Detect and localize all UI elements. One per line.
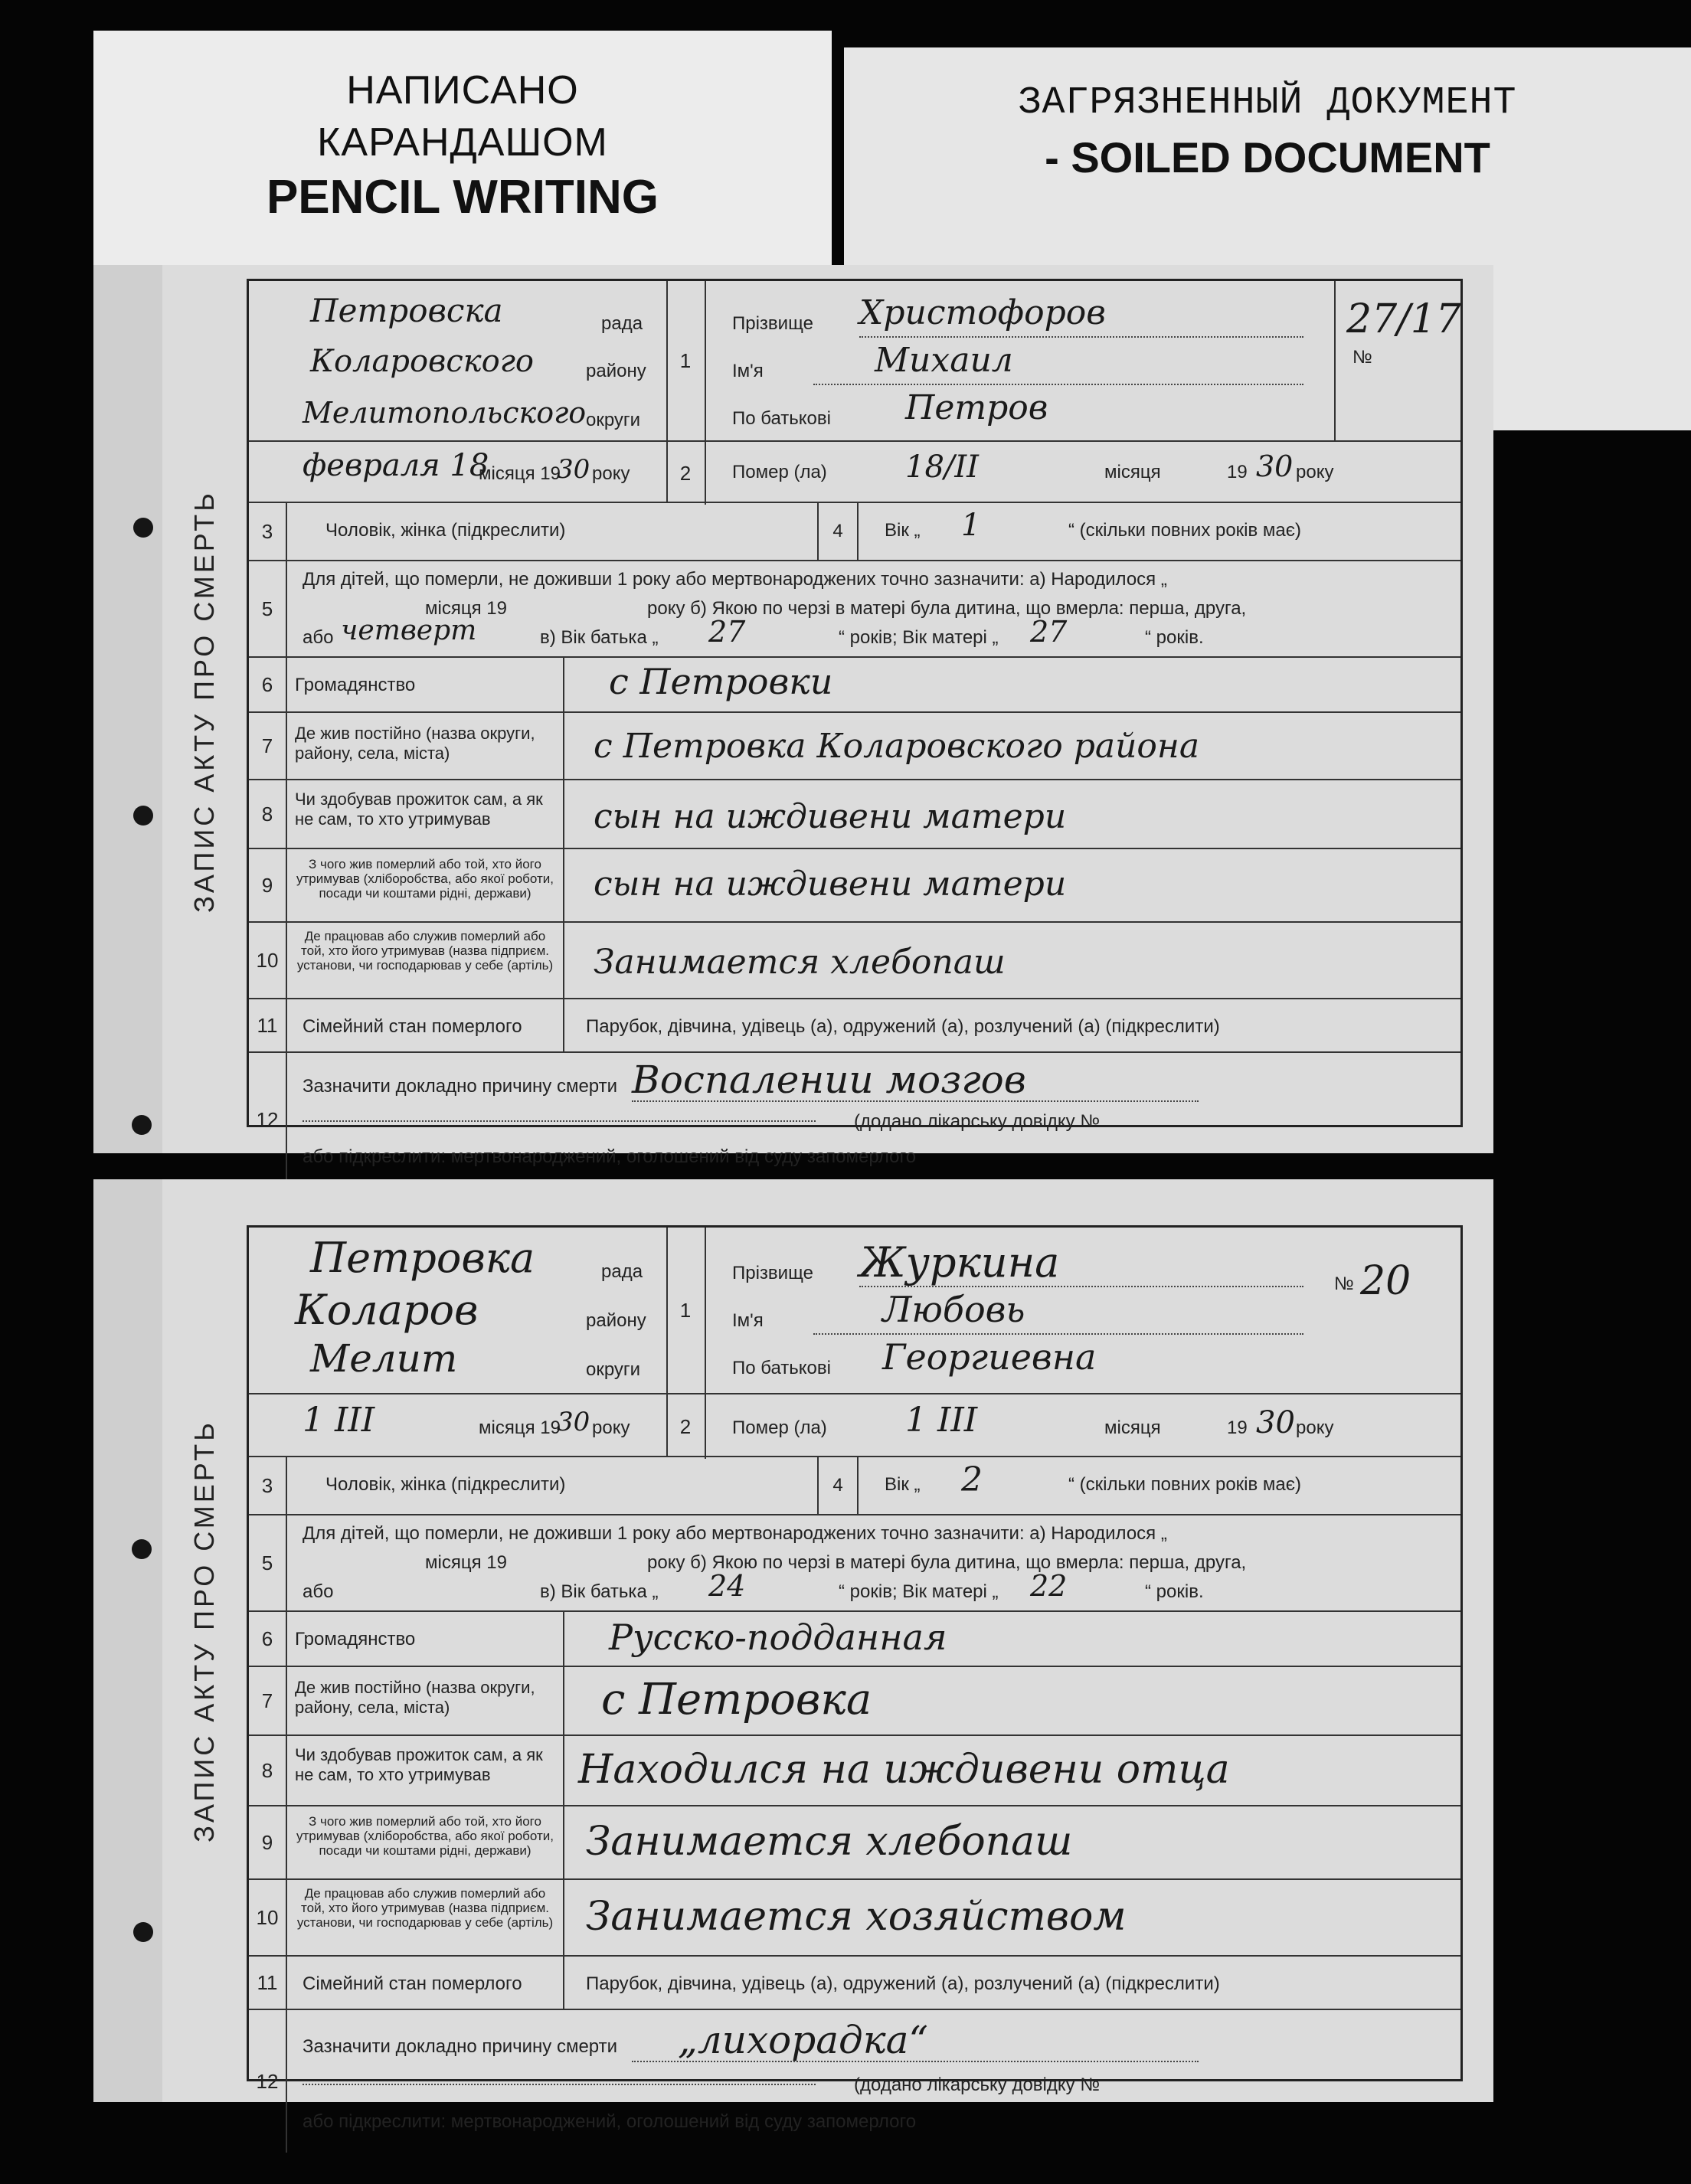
header-block [249,1228,1460,1457]
death-year-value: 30 [1256,1405,1295,1440]
sex-age-row [249,503,1460,561]
employment-value: Занимается хлебопаш [594,943,1006,982]
livelihood-value: сын на иждивени матери [594,797,1067,836]
children-text-1: Для дітей, що померли, не доживши 1 року або мертвонароджених точно зазначити: а) Народилося „ [303,1523,1167,1544]
employment-label: Де працював або служив померлий або той, хто його утримував (назва підприєм. установи, чи господарював у себе (артіль) [296,929,554,973]
record-form [247,1225,1463,2132]
cause-value: „лихорадка“ [678,2018,928,2062]
children-text-3: року б) Якою по черзі в матері була дитина, що вмерла: перша, друга, [647,598,1247,619]
sex-age-row [249,1457,1460,1515]
employment-label: Де працював або служив померлий або той, хто його утримував (назва підприєм. установи, чи господарював у себе (артіль) [296,1886,554,1930]
row-number: 3 [249,1457,287,1514]
marital-options: Парубок, дівчина, удівець (а), одружений (а), розлучений (а) (підкреслити) [586,1973,1220,1994]
row-number: 1 [666,1228,706,1393]
children-text-2: місяця 19 [425,598,507,619]
age-label: Вік „ [885,520,921,541]
name-label: Ім'я [732,1310,764,1331]
residence-row [249,1667,1460,1736]
row-number: 6 [249,1612,287,1666]
year-left-value: 30 [557,454,590,485]
date-left-value: 1 III [303,1401,375,1440]
punch-hole [132,1115,152,1135]
row-number: 2 [666,440,706,505]
record-form [247,279,1463,1167]
livelihood-value: Находился на иждивени отца [578,1747,1230,1793]
cause-value: Воспалении мозгов [632,1058,1026,1102]
citizenship-row [249,1612,1460,1667]
death-record-sheet-2 [162,1179,1493,2132]
age-value: 1 [961,508,981,543]
person-block [706,281,1460,503]
person-block [706,1228,1460,1457]
residence-label: Де жив постійно (назва округи, району, села, міста) [295,724,535,763]
children-row [249,561,1460,658]
cause-label: Зазначити докладно причину смерти [303,1076,618,1097]
years-end: “ років. [1145,627,1204,648]
punch-hole [132,1539,152,1559]
rada-value: Петровска [310,292,503,329]
name-value: Любовь [882,1289,1025,1330]
number-label: № [1334,1273,1354,1294]
children-row [249,1515,1460,1612]
year-label: року [592,1417,630,1438]
child-order-value: четверт [341,615,477,646]
record-number: 20 [1360,1258,1411,1304]
marital-row [249,1957,1460,2010]
age-suffix: “ (скільки повних років має) [1068,1474,1302,1495]
year-label: року [592,463,630,484]
children-abo: або [303,627,334,648]
marital-row [249,999,1460,1053]
stamp-line: НАПИСАНО [346,68,579,113]
row-number: 6 [249,658,287,711]
year-label: року [1296,1417,1334,1438]
cause-label: Зазначити докладно причину смерти [303,2036,618,2057]
place-block [249,1228,666,1457]
record-number: 27/17 [1346,296,1461,342]
raion-value: Коларовского [310,344,534,379]
employment-row [249,923,1460,999]
died-label: Помер (ла) [732,462,827,482]
children-abo: або [303,1581,334,1602]
cause-cert-label: (додано лікарську довідку № [854,1111,1101,1132]
mother-age-value: 27 [1030,615,1068,649]
year-left-value: 30 [557,1407,590,1437]
month-label: місяця [1104,1417,1161,1438]
row-number: 4 [817,1457,859,1514]
died-label: Помер (ла) [732,1417,827,1438]
marital-options: Парубок, дівчина, удівець (а), одружений (а), розлучений (а) (підкреслити) [586,1016,1220,1037]
row-number: 2 [666,1393,706,1459]
row-number: 4 [817,503,859,560]
row-number: 7 [249,1667,287,1734]
cause-row [249,2010,1460,2153]
header-block [249,281,1460,503]
age-suffix: “ (скільки повних років має) [1068,520,1302,541]
citizenship-value: Русско-подданная [609,1617,947,1658]
cause-alt-label: або підкреслити: мертвонароджений, оголошений від суду запомерлого [303,1146,917,1167]
pencil-writing-stamp [93,31,832,274]
binding-margin [93,1179,162,2102]
surname-value: Христофоров [859,293,1106,332]
year-label: року [1296,462,1334,482]
residence-value: с Петровка Коларовского района [594,727,1200,766]
patronymic-value: Георгиевна [882,1336,1097,1378]
row-number: 12 [249,2010,287,2153]
cause-alt-label: або підкреслити: мертвонароджений, оголошений від суду запомерлого [303,2111,917,2132]
raion-label: району [586,1310,646,1331]
residence-value: с Петровка [601,1675,872,1725]
living-source-row [249,849,1460,923]
sex-label: Чоловік, жінка (підкреслити) [325,1474,566,1495]
side-title: ЗАПИС АКТУ ПРО СМЕРТЬ [188,490,220,913]
rada-value: Петровка [310,1234,535,1282]
employment-value: Занимается хозяйством [586,1894,1127,1940]
living-source-label: З чого жив померлий або той, хто його утримував (хліборобства, або якої роботи, посади чи коштами рідні, держави) [296,857,554,901]
rada-label: рада [601,1261,643,1282]
years-end: “ років. [1145,1581,1204,1602]
okruha-value: Мелитопольского [303,396,587,430]
raion-value: Коларов [295,1286,479,1334]
residence-row [249,713,1460,780]
month-year-label: місяця 19 [479,1417,561,1438]
row-number: 8 [249,780,287,848]
death-record-sheet-1 [162,265,1493,1167]
row-number: 9 [249,849,287,921]
sex-label: Чоловік, жінка (підкреслити) [325,520,566,541]
marital-label: Сімейний стан померлого [303,1016,522,1037]
stamp-line: ЗАГРЯЗНЕННЫЙ ДОКУМЕНТ [1018,81,1517,125]
row-number: 10 [249,1880,287,1955]
living-source-value: Занимается хлебопаш [586,1819,1073,1865]
livelihood-row [249,780,1460,849]
okruha-label: округи [586,1359,641,1380]
cause-row [249,1053,1460,1186]
name-label: Ім'я [732,361,764,381]
employment-row [249,1880,1460,1957]
father-age-label: в) Вік батька „ [540,1581,659,1602]
father-age-value: 24 [708,1569,746,1603]
row-number: 12 [249,1053,287,1186]
citizenship-label: Громадянство [295,1629,416,1649]
mother-age-label: “ років; Вік матері „ [839,627,999,648]
surname-value: Журкина [859,1238,1060,1287]
citizenship-value: с Петровки [609,661,833,702]
rada-label: рада [601,313,643,334]
living-source-row [249,1806,1460,1880]
row-number: 5 [249,1515,287,1610]
year-prefix-label: 19 [1227,1417,1248,1438]
children-text-2: місяця 19 [425,1552,507,1573]
father-age-value: 27 [708,615,746,649]
place-block [249,281,666,503]
punch-hole [133,518,153,538]
raion-label: району [586,361,646,381]
citizenship-row [249,658,1460,713]
row-number: 1 [666,281,706,440]
okruha-label: округи [586,410,641,430]
children-text-3: року б) Якою по черзі в матері була дитина, що вмерла: перша, друга, [647,1552,1247,1573]
month-label: місяця [1104,462,1161,482]
punch-hole [133,1922,153,1942]
okruha-value: Мелит [310,1336,458,1381]
surname-label: Прізвище [732,313,813,334]
row-number: 10 [249,923,287,998]
patronymic-label: По батькові [732,408,831,429]
father-age-label: в) Вік батька „ [540,627,659,648]
year-prefix-label: 19 [1227,462,1248,482]
patronymic-label: По батькові [732,1358,831,1378]
mother-age-value: 22 [1030,1569,1068,1603]
row-number: 11 [249,1957,287,2009]
row-number: 5 [249,561,287,656]
death-date-value: 1 III [905,1401,978,1440]
living-source-label: З чого жив померлий або той, хто його утримував (хліборобства, або якої роботи, посади чи коштами рідні, держави) [296,1814,554,1858]
children-text-1: Для дітей, що померли, не доживши 1 року або мертвонароджених точно зазначити: а) Народилося „ [303,569,1167,590]
row-number: 11 [249,999,287,1051]
living-source-value: сын на иждивени матери [594,865,1067,904]
row-number: 3 [249,503,287,560]
number-box [1334,1228,1426,1393]
age-label: Вік „ [885,1474,921,1495]
number-box [1334,281,1461,440]
residence-label: Де жив постійно (назва округи, району, села, міста) [295,1678,535,1717]
death-year-value: 30 [1256,450,1294,483]
month-year-label: місяця 19 [479,463,561,484]
marital-label: Сімейний стан померлого [303,1973,522,1994]
livelihood-row [249,1736,1460,1806]
stamp-line: КАРАНДАШОМ [317,120,608,165]
stamp-line: PENCIL WRITING [266,171,659,224]
cause-cert-label: (додано лікарську довідку № [854,2074,1101,2095]
row-number: 7 [249,713,287,779]
surname-label: Прізвище [732,1263,813,1283]
number-label: № [1352,347,1372,368]
date-left-value: февраля 18 [303,448,489,483]
binding-margin [93,265,162,1153]
stamp-line: - SOILED DOCUMENT [1045,133,1490,181]
name-value: Михаил [875,341,1013,380]
patronymic-value: Петров [905,388,1048,427]
row-number: 9 [249,1806,287,1878]
age-value: 2 [961,1460,983,1499]
row-number: 8 [249,1736,287,1805]
death-date-value: 18/II [905,450,979,485]
livelihood-label: Чи здобував прожиток сам, а як не сам, то хто утримував [295,790,543,829]
side-title: ЗАПИС АКТУ ПРО СМЕРТЬ [188,1420,220,1842]
livelihood-label: Чи здобував прожиток сам, а як не сам, то хто утримував [295,1745,543,1784]
punch-hole [133,806,153,826]
citizenship-label: Громадянство [295,675,416,695]
mother-age-label: “ років; Вік матері „ [839,1581,999,1602]
